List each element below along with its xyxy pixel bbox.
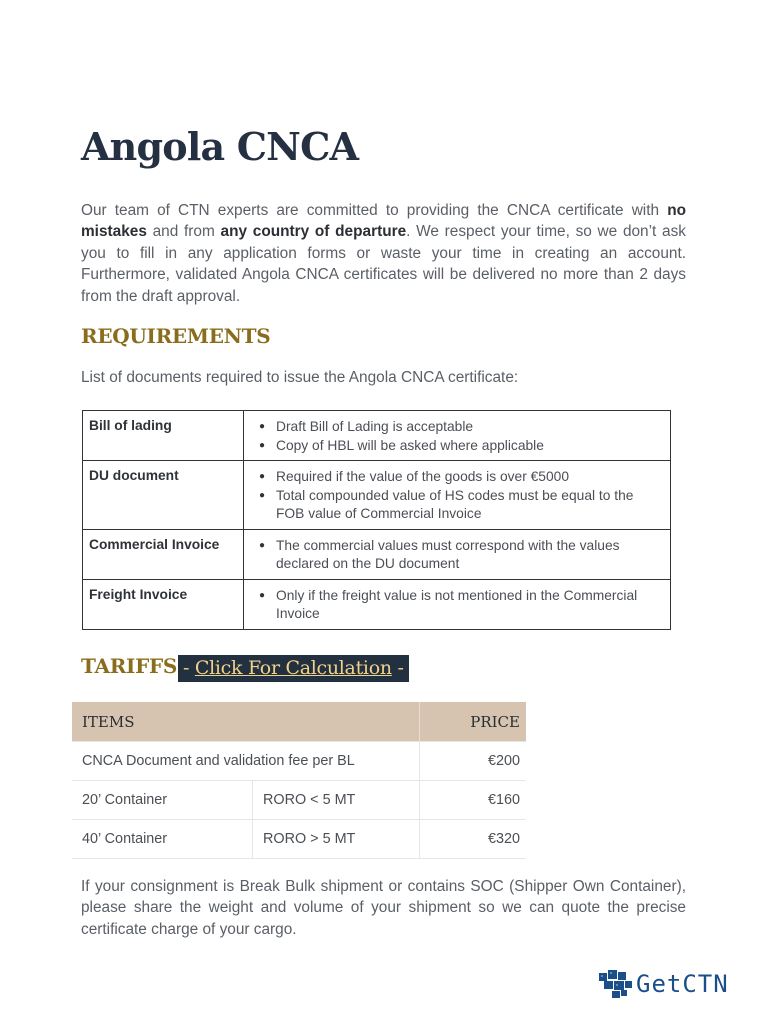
requirements-table	[82, 410, 671, 630]
requirements-subtitle: List of documents required to issue the Angola CNCA certificate:	[81, 369, 519, 386]
list-item: ● The commercial values must correspond with the values declared on the DU document	[250, 537, 664, 574]
list-item: ● Only if the freight value is not mentioned in the Commercial Invoice	[250, 587, 664, 624]
tariff-item: 20’ Container	[72, 781, 253, 820]
intro-text: Our team of CTN experts are committed to providing the CNCA certificate with	[81, 202, 668, 219]
table-row	[72, 742, 526, 781]
calculation-link[interactable]	[178, 655, 409, 682]
tariff-detail: RORO < 5 MT	[253, 781, 420, 820]
doc-name: DU document	[83, 461, 244, 530]
closing-paragraph: If your consignment is Break Bulk shipment or contains SOC (Shipper Own Container), please share the weight and volume of your shipment so we can quote the precise certificate charge of your cargo.	[81, 878, 686, 938]
intro-bold-any-country: any country of departure	[220, 223, 407, 241]
table-row	[83, 529, 671, 579]
doc-requirements	[244, 579, 671, 629]
table-row	[72, 820, 526, 859]
requirements-heading: REQUIREMENTS	[81, 324, 271, 348]
list-item: ● Copy of HBL will be asked where applicable	[250, 437, 664, 456]
list-item: ● Total compounded value of HS codes must be equal to the FOB value of Commercial Invoice	[250, 487, 664, 524]
doc-requirements	[244, 411, 671, 461]
tariff-price: €160	[419, 781, 526, 820]
doc-name: Commercial Invoice	[83, 529, 244, 579]
intro-text: and from	[146, 223, 221, 241]
list-item: ● Draft Bill of Lading is acceptable	[250, 418, 664, 437]
tariff-detail: RORO > 5 MT	[253, 820, 420, 859]
doc-requirements	[244, 461, 671, 530]
africa-map-logo-icon	[598, 969, 634, 999]
table-row	[72, 781, 526, 820]
doc-requirements	[244, 529, 671, 579]
intro-paragraph	[81, 200, 686, 307]
tariff-item: 40’ Container	[72, 820, 253, 859]
table-row	[83, 411, 671, 461]
list-item: ● Required if the value of the goods is over €5000	[250, 468, 664, 487]
column-header-items: ITEMS	[72, 702, 419, 742]
table-row	[83, 461, 671, 530]
tariff-item: CNCA Document and validation fee per BL	[72, 742, 419, 781]
tariff-table	[72, 702, 526, 859]
intro-bold-no-mistakes: no mistakes	[81, 202, 686, 241]
intro-text: . We respect your time, so we don’t ask you to fill in any application forms or waste your time in creating an account. Furthermore, validated Angola CNCA certificates will be delivered no more than 2 days from the draft approval.	[81, 223, 686, 305]
logo-text: GetCTN	[636, 970, 729, 998]
link-dash: -	[183, 657, 195, 679]
getctn-logo	[598, 966, 744, 1002]
doc-name: Bill of lading	[83, 411, 244, 461]
doc-name: Freight Invoice	[83, 579, 244, 629]
tariff-price: €320	[419, 820, 526, 859]
table-row	[83, 579, 671, 629]
calculation-link-label: Click For Calculation	[194, 657, 392, 679]
tariff-price: €200	[419, 742, 526, 781]
tariffs-heading: TARIFFS	[81, 654, 178, 678]
column-header-price: PRICE	[419, 702, 526, 742]
link-dash: -	[391, 657, 404, 679]
page-title: Angola CNCA	[81, 124, 359, 169]
table-header-row	[72, 702, 526, 742]
